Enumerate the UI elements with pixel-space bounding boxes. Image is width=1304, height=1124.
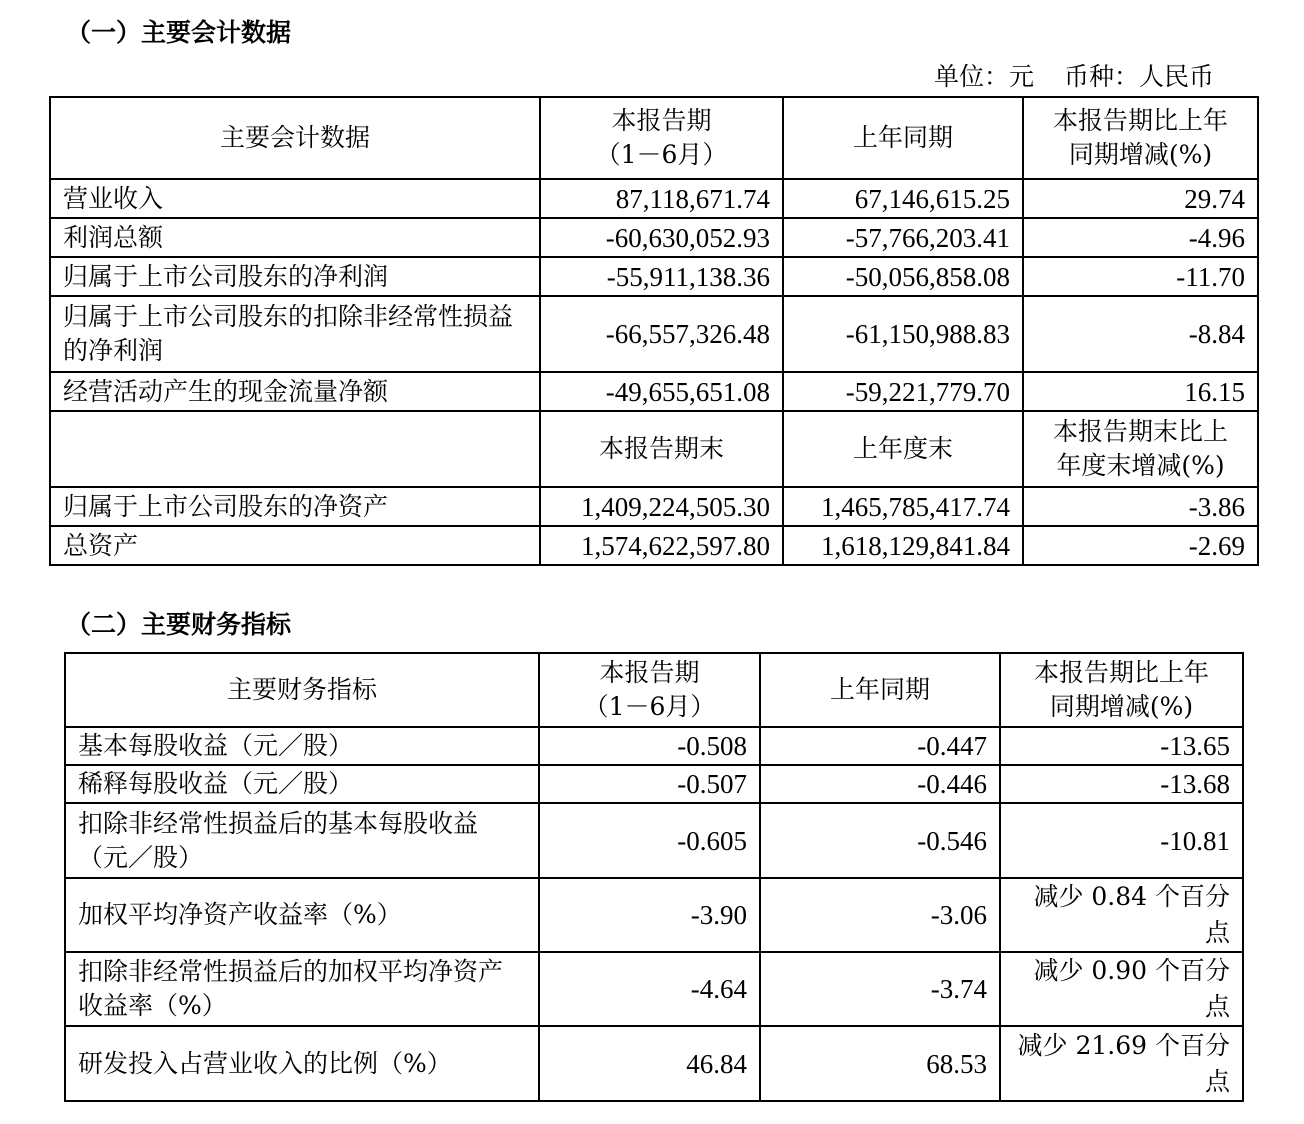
change-value: -13.68 [1000,765,1243,803]
header-change [1023,97,1258,179]
change-value: -10.81 [1000,803,1243,878]
subheader-change [1023,411,1258,487]
header-line: 年度末增减(%) [1056,451,1225,480]
table-row [50,372,1258,411]
header-item: 主要财务指标 [65,653,539,727]
current-value: -55,911,138.36 [540,257,783,296]
row-label: 总资产 [50,526,540,565]
header-current-period [540,97,783,179]
subheader-empty [50,411,540,487]
current-value: -3.90 [539,878,760,952]
accounting-data-table [49,96,1259,566]
current-value: -4.64 [539,952,760,1026]
table-row [50,487,1258,526]
row-label: 经营活动产生的现金流量净额 [50,372,540,411]
row-label: 营业收入 [50,179,540,218]
table-row [50,526,1258,565]
row-label: 归属于上市公司股东的净资产 [50,487,540,526]
table-row [65,1026,1243,1101]
header-line: 同期增减(%) [1068,140,1213,169]
row-label: 稀释每股收益（元／股） [65,765,539,803]
table-header-row [50,97,1258,179]
change-value: -11.70 [1023,257,1258,296]
header-line: 本报告期比上年 [1052,106,1228,135]
prior-value: -0.447 [760,727,1000,765]
header-line: （1－6月） [595,140,728,169]
current-value: -60,630,052.93 [540,218,783,257]
current-value: -0.508 [539,727,760,765]
row-label: 研发投入占营业收入的比例（%） [65,1026,539,1101]
current-value: -66,557,326.48 [540,296,783,372]
change-value: -13.65 [1000,727,1243,765]
header-current-period [539,653,760,727]
change-value: 减少 0.84 个百分点 [1000,878,1243,952]
current-value: -0.507 [539,765,760,803]
change-value: 16.15 [1023,372,1258,411]
header-line: （1－6月） [583,692,716,721]
financial-indicators-table [64,652,1244,1102]
header-item: 主要会计数据 [50,97,540,179]
header-line: 本报告期 [611,106,712,135]
header-prior-period: 上年同期 [760,653,1000,727]
row-label: 归属于上市公司股东的扣除非经常性损益的净利润 [50,296,540,372]
table-row [65,803,1243,878]
prior-value: -59,221,779.70 [783,372,1023,411]
header-line: 本报告期 [599,658,700,687]
current-value: 87,118,671.74 [540,179,783,218]
unit-label: 单位：元 [934,62,1035,91]
table-row [65,727,1243,765]
prior-value: -57,766,203.41 [783,218,1023,257]
prior-value: -0.546 [760,803,1000,878]
prior-value: -3.74 [760,952,1000,1026]
row-label: 归属于上市公司股东的净利润 [50,257,540,296]
unit-currency-line [934,62,1214,92]
subheader-period-end: 本报告期末 [540,411,783,487]
row-label: 加权平均净资产收益率（%） [65,878,539,952]
prior-value: -3.06 [760,878,1000,952]
prior-value: 67,146,615.25 [783,179,1023,218]
section-title-accounting-data: （一）主要会计数据 [66,18,292,47]
header-line: 本报告期末比上 [1052,417,1228,446]
change-value: 减少 21.69 个百分点 [1000,1026,1243,1101]
row-label: 利润总额 [50,218,540,257]
prior-value: 1,618,129,841.84 [783,526,1023,565]
table-row [65,765,1243,803]
current-value: -49,655,651.08 [540,372,783,411]
prior-value: 1,465,785,417.74 [783,487,1023,526]
change-value: -3.86 [1023,487,1258,526]
change-value: -2.69 [1023,526,1258,565]
section-title-financial-indicators: （二）主要财务指标 [66,610,292,639]
table-row [50,218,1258,257]
header-change [1000,653,1243,727]
row-label: 扣除非经常性损益后的加权平均净资产收益率（%） [65,952,539,1026]
change-value: 减少 0.90 个百分点 [1000,952,1243,1026]
prior-value: -61,150,988.83 [783,296,1023,372]
header-prior-period: 上年同期 [783,97,1023,179]
current-value: 46.84 [539,1026,760,1101]
table-subheader-row [50,411,1258,487]
table-row [65,952,1243,1026]
table-row [65,878,1243,952]
table-row [50,296,1258,372]
change-value: -8.84 [1023,296,1258,372]
currency-label: 币种：人民币 [1064,62,1215,91]
row-label: 扣除非经常性损益后的基本每股收益（元／股） [65,803,539,878]
current-value: -0.605 [539,803,760,878]
subheader-prior-year-end: 上年度末 [783,411,1023,487]
header-line: 同期增减(%) [1049,692,1194,721]
current-value: 1,409,224,505.30 [540,487,783,526]
prior-value: 68.53 [760,1026,1000,1101]
change-value: -4.96 [1023,218,1258,257]
row-label: 基本每股收益（元／股） [65,727,539,765]
prior-value: -50,056,858.08 [783,257,1023,296]
prior-value: -0.446 [760,765,1000,803]
table-row [50,179,1258,218]
change-value: 29.74 [1023,179,1258,218]
table-row [50,257,1258,296]
table-header-row [65,653,1243,727]
header-line: 本报告期比上年 [1033,658,1209,687]
current-value: 1,574,622,597.80 [540,526,783,565]
